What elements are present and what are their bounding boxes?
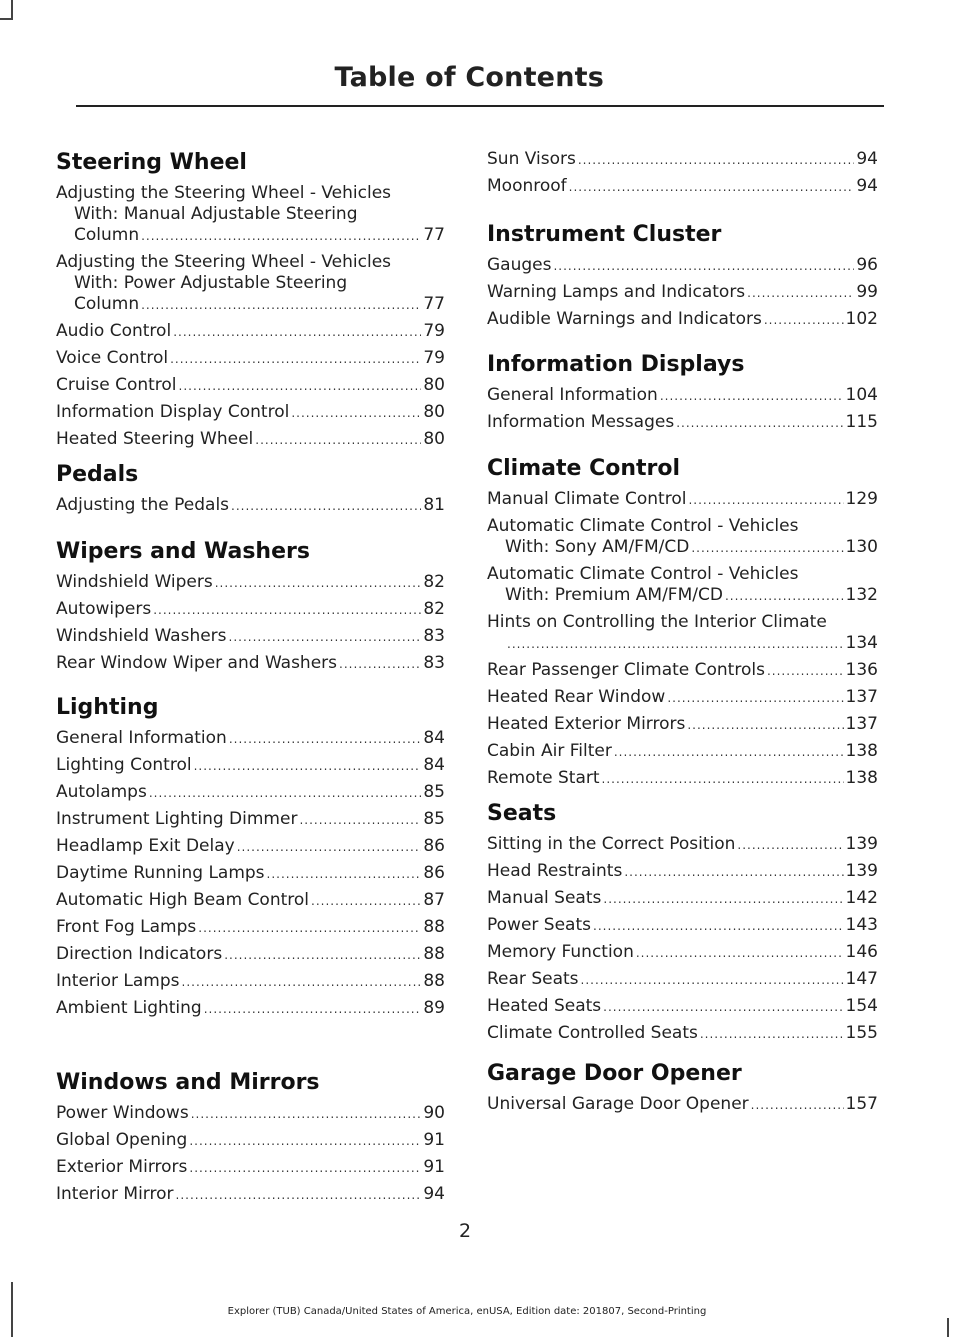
- toc-entry-page: 79: [423, 348, 445, 368]
- toc-entry-title: Heated Exterior Mirrors: [487, 714, 686, 734]
- toc-entry-title: Windshield Wipers: [56, 572, 213, 592]
- toc-entry[interactable]: [487, 1094, 878, 1116]
- toc-list: [487, 385, 878, 434]
- toc-entry-page: 142: [845, 888, 878, 908]
- toc-entry-page: 157: [845, 1094, 878, 1114]
- toc-entry-page: 139: [845, 834, 878, 854]
- toc-list: [56, 495, 445, 517]
- toc-entry-title: Voice Control: [56, 348, 169, 368]
- leader-dots: [229, 627, 422, 648]
- toc-entry[interactable]: [487, 385, 878, 407]
- toc-section-seats: [487, 794, 878, 1050]
- toc-entry-page: 85: [423, 809, 445, 829]
- toc-entry-title: Interior Mirror: [56, 1184, 174, 1204]
- toc-entry-title: Heated Rear Window: [487, 687, 666, 707]
- toc-entry-title: With: Power Adjustable Steering: [74, 273, 348, 293]
- crop-mark-bottom-right-vertical: [947, 1318, 949, 1337]
- toc-entry[interactable]: [56, 782, 445, 804]
- toc-list: [56, 183, 445, 451]
- toc-entry[interactable]: [56, 1130, 445, 1152]
- toc-entry[interactable]: [487, 612, 878, 655]
- toc-entry[interactable]: [56, 653, 445, 675]
- toc-entry[interactable]: [56, 998, 445, 1020]
- section-heading: Lighting: [56, 695, 159, 720]
- toc-entry-title: With: Manual Adjustable Steering: [74, 204, 358, 224]
- toc-entry-page: 79: [423, 321, 445, 341]
- leader-dots: [688, 490, 843, 511]
- toc-entry-title: Audible Warnings and Indicators: [487, 309, 762, 329]
- toc-section-continued: [487, 149, 878, 203]
- toc-entry-page: 99: [856, 282, 878, 302]
- toc-entry-page: 89: [423, 998, 445, 1018]
- toc-entry-title: Hints on Controlling the Interior Climate: [487, 612, 827, 632]
- toc-entry-page: 90: [423, 1103, 445, 1123]
- leader-dots: [237, 837, 422, 858]
- leader-dots: [764, 310, 844, 331]
- leader-dots: [182, 972, 422, 993]
- toc-entry[interactable]: [56, 809, 445, 831]
- toc-entry-title: Manual Seats: [487, 888, 602, 908]
- title-divider: [76, 105, 884, 107]
- toc-section-windows-and-mirrors: [56, 1063, 445, 1211]
- toc-entry-title: Adjusting the Steering Wheel - Vehicles: [56, 183, 392, 203]
- toc-list: [487, 489, 878, 790]
- toc-entry[interactable]: [487, 176, 878, 198]
- toc-entry[interactable]: [487, 969, 878, 991]
- leader-dots: [299, 810, 421, 831]
- toc-entry[interactable]: [487, 687, 878, 709]
- toc-entry-title: Audio Control: [56, 321, 172, 341]
- toc-entry[interactable]: [487, 660, 878, 682]
- toc-entry[interactable]: [56, 429, 445, 451]
- toc-entry[interactable]: [487, 516, 878, 559]
- toc-entry-page: 84: [423, 755, 445, 775]
- toc-section-pedals: [56, 455, 445, 522]
- leader-dots: [747, 283, 854, 304]
- section-heading: Information Displays: [487, 352, 745, 377]
- toc-entry-title: Automatic Climate Control - Vehicles: [487, 516, 799, 536]
- toc-entry[interactable]: [487, 489, 878, 511]
- toc-entry-page: 94: [423, 1184, 445, 1204]
- toc-entry-title: Head Restraints: [487, 861, 623, 881]
- toc-entry-title: Column: [74, 225, 140, 245]
- leader-dots: [767, 661, 844, 682]
- toc-entry[interactable]: [56, 402, 445, 424]
- toc-entry-title: Automatic High Beam Control: [56, 890, 310, 910]
- toc-entry-page: 134: [845, 633, 878, 653]
- toc-section-climate-control: [487, 449, 878, 795]
- leader-dots: [149, 783, 422, 804]
- toc-entry[interactable]: [56, 321, 445, 343]
- toc-entry[interactable]: [56, 863, 445, 885]
- leader-dots: [636, 943, 844, 964]
- toc-entry-title: Climate Controlled Seats: [487, 1023, 698, 1043]
- toc-entry[interactable]: [56, 971, 445, 993]
- toc-section-information-displays: [487, 345, 878, 439]
- leader-dots: [198, 918, 421, 939]
- toc-entry[interactable]: [487, 309, 878, 331]
- toc-entry-page: 102: [845, 309, 878, 329]
- toc-entry-title: Gauges: [487, 255, 552, 275]
- leader-dots: [224, 945, 421, 966]
- toc-entry-title: Rear Seats: [487, 969, 579, 989]
- toc-entry-title: Sun Visors: [487, 149, 576, 169]
- toc-entry-title: Universal Garage Door Opener: [487, 1094, 749, 1114]
- toc-entry-page: 91: [423, 1157, 445, 1177]
- toc-entry-title: Rear Passenger Climate Controls: [487, 660, 765, 680]
- toc-entry-title: Remote Start: [487, 768, 600, 788]
- toc-entry-page: 115: [845, 412, 878, 432]
- leader-dots: [687, 715, 843, 736]
- leader-dots: [614, 742, 844, 763]
- leader-dots: [153, 600, 421, 621]
- toc-list: [56, 1103, 445, 1206]
- toc-entry[interactable]: [487, 564, 878, 607]
- toc-entry-page: 138: [845, 741, 878, 761]
- leader-dots: [176, 1185, 422, 1206]
- toc-entry-title: Autowipers: [56, 599, 152, 619]
- leader-dots: [204, 999, 422, 1020]
- toc-entry[interactable]: [56, 599, 445, 621]
- toc-entry-page: 82: [423, 599, 445, 619]
- toc-entry-title: Cruise Control: [56, 375, 177, 395]
- toc-entry-page: 88: [423, 917, 445, 937]
- toc-entry-page: 85: [423, 782, 445, 802]
- toc-entry[interactable]: [56, 252, 445, 316]
- page-title: Table of Contents: [334, 62, 604, 93]
- section-heading: Wipers and Washers: [56, 539, 310, 564]
- toc-entry[interactable]: [56, 1157, 445, 1179]
- leader-dots: [602, 769, 844, 790]
- section-heading: Seats: [487, 801, 557, 826]
- toc-entry-page: 86: [423, 836, 445, 856]
- leader-dots: [141, 226, 421, 247]
- toc-entry-title: Daytime Running Lamps: [56, 863, 265, 883]
- toc-entry-title: Warning Lamps and Indicators: [487, 282, 746, 302]
- toc-entry-title: Heated Seats: [487, 996, 602, 1016]
- leader-dots: [725, 586, 844, 607]
- toc-entry-title: Ambient Lighting: [56, 998, 202, 1018]
- leader-dots: [553, 256, 854, 277]
- leader-dots: [229, 729, 422, 750]
- toc-entry[interactable]: [487, 149, 878, 171]
- footer-edition-info: Explorer (TUB) Canada/United States of America, enUSA, Edition date: 201807, Second-Printing: [227, 1306, 707, 1317]
- toc-entry[interactable]: [56, 626, 445, 648]
- page-number: 2: [458, 1220, 472, 1242]
- toc-list: [487, 255, 878, 331]
- toc-entry-title: Headlamp Exit Delay: [56, 836, 235, 856]
- toc-entry-title: Heated Steering Wheel: [56, 429, 254, 449]
- toc-entry[interactable]: [487, 834, 878, 856]
- toc-entry[interactable]: [487, 888, 878, 910]
- toc-entry-page: 104: [845, 385, 878, 405]
- toc-entry[interactable]: [487, 255, 878, 277]
- toc-entry-page: 94: [856, 149, 878, 169]
- toc-entry-page: 83: [423, 653, 445, 673]
- toc-entry-title: Automatic Climate Control - Vehicles: [487, 564, 799, 584]
- toc-entry-page: 94: [856, 176, 878, 196]
- leader-dots: [667, 688, 843, 709]
- toc-entry-page: 86: [423, 863, 445, 883]
- section-heading: Pedals: [56, 462, 139, 487]
- toc-entry-title: Power Seats: [487, 915, 591, 935]
- toc-entry-title: Sitting in the Correct Position: [487, 834, 736, 854]
- leader-dots: [291, 403, 421, 424]
- toc-entry-page: 132: [845, 585, 878, 605]
- toc-entry-page: 77: [423, 225, 445, 245]
- leader-dots: [255, 430, 421, 451]
- toc-list: [56, 572, 445, 675]
- toc-entry[interactable]: [487, 282, 878, 304]
- section-heading: Instrument Cluster: [487, 222, 722, 247]
- toc-entry[interactable]: [487, 412, 878, 434]
- leader-dots: [676, 413, 843, 434]
- toc-entry-title: Adjusting the Pedals: [56, 495, 230, 515]
- leader-dots: [170, 349, 421, 370]
- toc-entry-page: 137: [845, 714, 878, 734]
- toc-entry-title: Information Display Control: [56, 402, 290, 422]
- toc-entry-title: General Information: [487, 385, 658, 405]
- toc-section-garage-door-opener: [487, 1054, 878, 1121]
- crop-mark-top-left-vertical: [11, 0, 13, 18]
- leader-dots: [189, 1131, 421, 1152]
- toc-entry-page: 129: [845, 489, 878, 509]
- leader-dots: [737, 835, 843, 856]
- toc-entry-page: 82: [423, 572, 445, 592]
- toc-entry-page: 80: [423, 402, 445, 422]
- toc-entry-page: 138: [845, 768, 878, 788]
- toc-entry[interactable]: [56, 1103, 445, 1125]
- toc-entry-page: 130: [845, 537, 878, 557]
- toc-entry-page: 87: [423, 890, 445, 910]
- toc-entry[interactable]: [487, 1023, 878, 1045]
- toc-entry-title: Direction Indicators: [56, 944, 223, 964]
- toc-entry-page: 147: [845, 969, 878, 989]
- toc-entry-page: 83: [423, 626, 445, 646]
- toc-entry[interactable]: [56, 183, 445, 247]
- toc-entry[interactable]: [487, 996, 878, 1018]
- toc-entry-page: 77: [423, 294, 445, 314]
- toc-list: [487, 834, 878, 1045]
- leader-dots: [569, 177, 855, 198]
- leader-dots: [691, 538, 843, 559]
- leader-dots: [267, 864, 422, 885]
- toc-entry-title: Moonroof: [487, 176, 567, 196]
- toc-entry[interactable]: [487, 768, 878, 790]
- leader-dots: [173, 322, 421, 343]
- leader-dots: [603, 889, 843, 910]
- leader-dots: [660, 386, 844, 407]
- toc-entry[interactable]: [487, 741, 878, 763]
- toc-entry[interactable]: [487, 942, 878, 964]
- leader-dots: [581, 970, 844, 991]
- section-heading: Climate Control: [487, 456, 681, 481]
- toc-entry[interactable]: [56, 755, 445, 777]
- leader-dots: [179, 376, 422, 397]
- leader-dots: [231, 496, 421, 517]
- leader-dots: [141, 295, 421, 316]
- leader-dots: [507, 634, 844, 655]
- toc-entry-page: 88: [423, 971, 445, 991]
- toc-section-instrument-cluster: [487, 215, 878, 336]
- leader-dots: [700, 1024, 844, 1045]
- toc-entry[interactable]: [56, 917, 445, 939]
- crop-mark-top-left-horizontal: [0, 18, 13, 20]
- leader-dots: [215, 573, 422, 594]
- toc-entry[interactable]: [487, 861, 878, 883]
- toc-entry[interactable]: [56, 495, 445, 517]
- leader-dots: [311, 891, 421, 912]
- toc-entry-page: 91: [423, 1130, 445, 1150]
- toc-entry-title: Front Fog Lamps: [56, 917, 197, 937]
- toc-entry-page: 80: [423, 375, 445, 395]
- toc-entry[interactable]: [56, 836, 445, 858]
- toc-entry-title: General Information: [56, 728, 227, 748]
- toc-entry-title: Cabin Air Filter: [487, 741, 612, 761]
- toc-entry[interactable]: [56, 728, 445, 750]
- toc-entry-page: 136: [845, 660, 878, 680]
- toc-entry-title: Lighting Control: [56, 755, 192, 775]
- toc-entry[interactable]: [487, 714, 878, 736]
- leader-dots: [578, 150, 855, 171]
- toc-entry-page: 155: [845, 1023, 878, 1043]
- toc-entry-page: 84: [423, 728, 445, 748]
- toc-entry-title: Manual Climate Control: [487, 489, 687, 509]
- toc-entry[interactable]: [56, 890, 445, 912]
- toc-entry-page: 137: [845, 687, 878, 707]
- toc-entry-title: With: Premium AM/FM/CD: [505, 585, 723, 605]
- leader-dots: [593, 916, 844, 937]
- section-heading: Steering Wheel: [56, 150, 247, 175]
- toc-entry-page: 80: [423, 429, 445, 449]
- toc-entry-title: Windshield Washers: [56, 626, 227, 646]
- toc-entry-title: Exterior Mirrors: [56, 1157, 188, 1177]
- section-heading: Windows and Mirrors: [56, 1070, 320, 1095]
- toc-entry-title: Information Messages: [487, 412, 675, 432]
- toc-entry-title: Autolamps: [56, 782, 147, 802]
- toc-entry-page: 96: [856, 255, 878, 275]
- toc-section-lighting: [56, 688, 445, 1025]
- toc-section-wipers-and-washers: [56, 532, 445, 680]
- toc-entry-title: With: Sony AM/FM/CD: [505, 537, 690, 557]
- section-heading: Garage Door Opener: [487, 1061, 742, 1086]
- toc-entry[interactable]: [56, 1184, 445, 1206]
- toc-entry-title: Memory Function: [487, 942, 634, 962]
- leader-dots: [339, 654, 421, 675]
- toc-entry-page: 81: [423, 495, 445, 515]
- toc-entry-title: Global Opening: [56, 1130, 188, 1150]
- toc-list: [487, 149, 878, 198]
- toc-entry-title: Instrument Lighting Dimmer: [56, 809, 298, 829]
- toc-section-steering-wheel: [56, 143, 445, 456]
- toc-entry-title: Rear Window Wiper and Washers: [56, 653, 338, 673]
- toc-list: [487, 1094, 878, 1116]
- toc-entry-page: 154: [845, 996, 878, 1016]
- toc-entry-page: 146: [845, 942, 878, 962]
- toc-entry-page: 139: [845, 861, 878, 881]
- toc-entry-title: Adjusting the Steering Wheel - Vehicles: [56, 252, 392, 272]
- toc-list: [56, 728, 445, 1020]
- toc-entry-page: 88: [423, 944, 445, 964]
- toc-entry[interactable]: [56, 572, 445, 594]
- toc-entry[interactable]: [56, 348, 445, 370]
- leader-dots: [751, 1095, 844, 1116]
- leader-dots: [194, 756, 422, 777]
- toc-entry-page: 143: [845, 915, 878, 935]
- leader-dots: [191, 1104, 422, 1125]
- toc-entry[interactable]: [56, 375, 445, 397]
- leader-dots: [603, 997, 843, 1018]
- toc-entry-title: Column: [74, 294, 140, 314]
- toc-entry[interactable]: [56, 944, 445, 966]
- toc-entry-title: Interior Lamps: [56, 971, 180, 991]
- leader-dots: [189, 1158, 421, 1179]
- toc-entry[interactable]: [487, 915, 878, 937]
- leader-dots: [624, 862, 843, 883]
- toc-entry-title: Power Windows: [56, 1103, 189, 1123]
